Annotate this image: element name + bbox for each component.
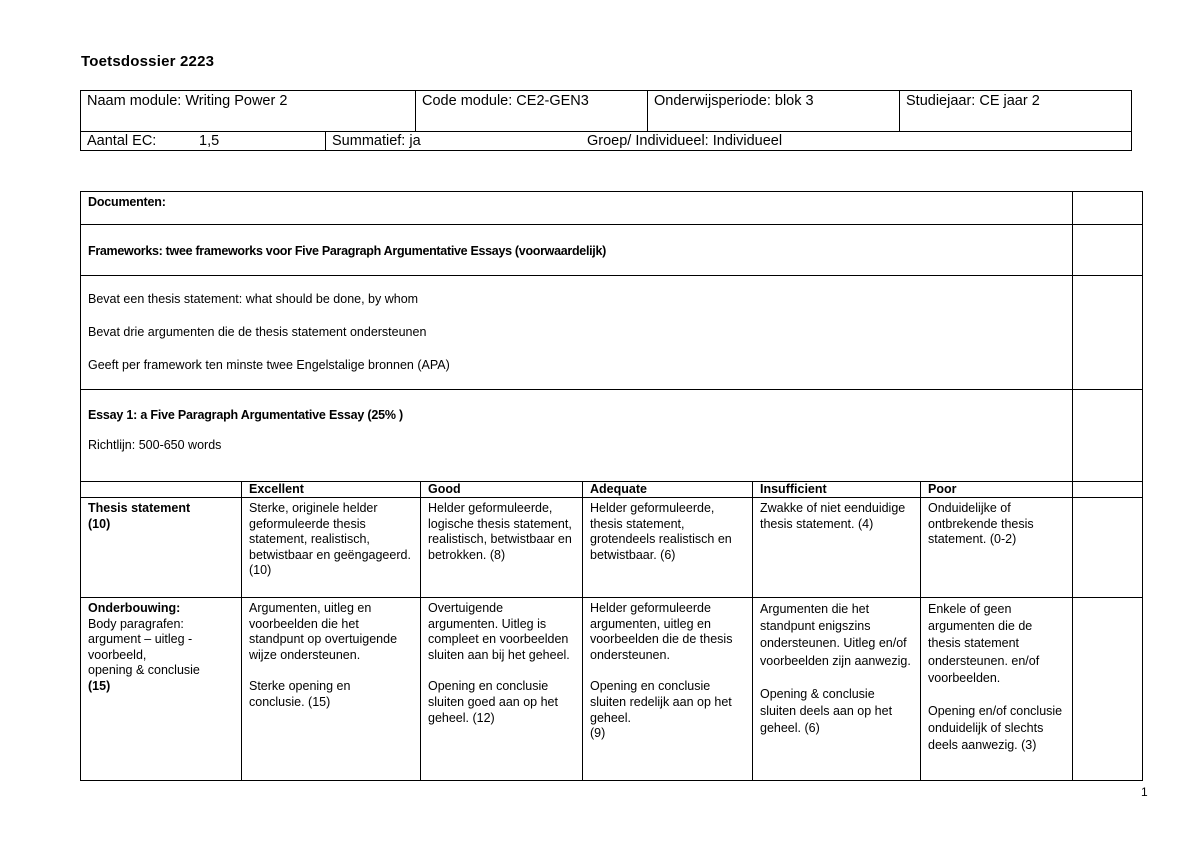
summative: Summatief: ja xyxy=(332,133,421,149)
row-sub: opening & conclusie xyxy=(88,663,200,678)
rubric-cell-thesis-good: Helder geformuleerde, logische thesis statement, realistisch, betwistbaar en betrokken. (8) xyxy=(428,501,572,562)
row-sub: voorbeeld, xyxy=(88,647,147,662)
rubric-cell-thesis-poor: Onduidelijke of ontbrekende thesis statement. (0-2) xyxy=(928,501,1034,547)
rubric-header-excellent: Excellent xyxy=(249,482,304,496)
row-sub: argument – uitleg - xyxy=(88,632,193,647)
rubric-cell-thesis-excellent: Sterke, originele helder geformuleerde thesis statement, realistisch, betwistbaar en geëngageerd. (10) xyxy=(249,501,411,578)
criterion-thesis: Bevat een thesis statement: what should be done, by whom xyxy=(88,292,419,306)
rubric-cell-support-insufficient xyxy=(760,601,912,737)
cell-text: Argumenten, uitleg en voorbeelden die het standpunt op overtuigende wijze ondersteunen. xyxy=(249,601,398,662)
cell-text: Opening en conclusie sluiten redelijk aan op het geheel. xyxy=(590,679,732,725)
module-code: Code module: CE2-GEN3 xyxy=(422,93,589,109)
rubric-cell-support-poor xyxy=(928,601,1066,755)
ec-label: Aantal EC: xyxy=(87,133,157,149)
cell-text: (9) xyxy=(590,726,606,741)
module-name: Naam module: Writing Power 2 xyxy=(87,93,288,109)
cell-text: Enkele of geen argumenten die de thesis statement ondersteunen. en/of voorbeelden. xyxy=(928,602,1040,685)
row-points: (10) xyxy=(88,516,111,531)
rubric-header-adequate: Adequate xyxy=(590,482,647,496)
page-title: Toetsdossier 2223 xyxy=(81,53,215,70)
rubric-cell-support-good xyxy=(428,601,576,726)
cell-text: Opening en/of conclusie onduidelijk of slechts deels aanwezig. (3) xyxy=(928,704,1063,753)
rubric-header-poor: Poor xyxy=(928,482,957,496)
row-points: (15) xyxy=(88,678,111,693)
cell-text: Opening en conclusie sluiten goed aan op het geheel. (12) xyxy=(428,679,558,725)
row-label: Thesis statement xyxy=(88,501,191,515)
rubric-cell-support-adequate xyxy=(590,601,742,742)
cell-text: Helder geformuleerde argumenten, uitleg en voorbeelden die de thesis ondersteunen. xyxy=(590,601,733,662)
cell-text: Overtuigende argumenten. Uitleg is compleet en voorbeelden sluiten aan bij het geheel. xyxy=(428,601,570,662)
rubric-cell-thesis-insufficient: Zwakke of niet eenduidige thesis statement. (4) xyxy=(760,501,906,531)
rubric-cell-support-excellent xyxy=(249,601,409,711)
rubric-row-thesis-label xyxy=(88,501,236,532)
rubric-header-good: Good xyxy=(428,482,461,496)
criterion-arguments: Bevat drie argumenten die de thesis statement ondersteunen xyxy=(88,325,427,339)
row-label: Onderbouwing: xyxy=(88,601,181,615)
rubric-header-insufficient: Insufficient xyxy=(760,482,827,496)
ec-value: 1,5 xyxy=(199,133,220,149)
cell-text: Sterke opening en conclusie. (15) xyxy=(249,679,351,709)
cell-text: Argumenten die het standpunt enigszins ondersteunen. Uitleg en/of voorbeelden zijn aanwezig. xyxy=(760,602,911,668)
frameworks-heading: Frameworks: twee frameworks voor Five Paragraph Argumentative Essays (voorwaardelijk) xyxy=(88,244,606,258)
page-number: 1 xyxy=(1141,785,1148,799)
cell-text: Opening & conclusie sluiten deels aan op het geheel. (6) xyxy=(760,686,893,736)
rubric-row-support-label xyxy=(88,601,238,695)
essay-heading: Essay 1: a Five Paragraph Argumentative Essay (25% ) xyxy=(88,408,403,422)
row-sub: Body paragrafen: xyxy=(88,616,184,631)
study-period: Onderwijsperiode: blok 3 xyxy=(654,93,814,109)
documents-heading: Documenten: xyxy=(88,195,166,209)
essay-guideline: Richtlijn: 500-650 words xyxy=(88,438,222,452)
criterion-sources: Geeft per framework ten minste twee Engelstalige bronnen (APA) xyxy=(88,358,450,372)
group-individual: Groep/ Individueel: Individueel xyxy=(587,133,783,149)
study-year: Studiejaar: CE jaar 2 xyxy=(906,93,1040,109)
rubric-cell-thesis-adequate: Helder geformuleerde, thesis statement, grotendeels realistisch en betwistbaar. (6) xyxy=(590,501,732,562)
